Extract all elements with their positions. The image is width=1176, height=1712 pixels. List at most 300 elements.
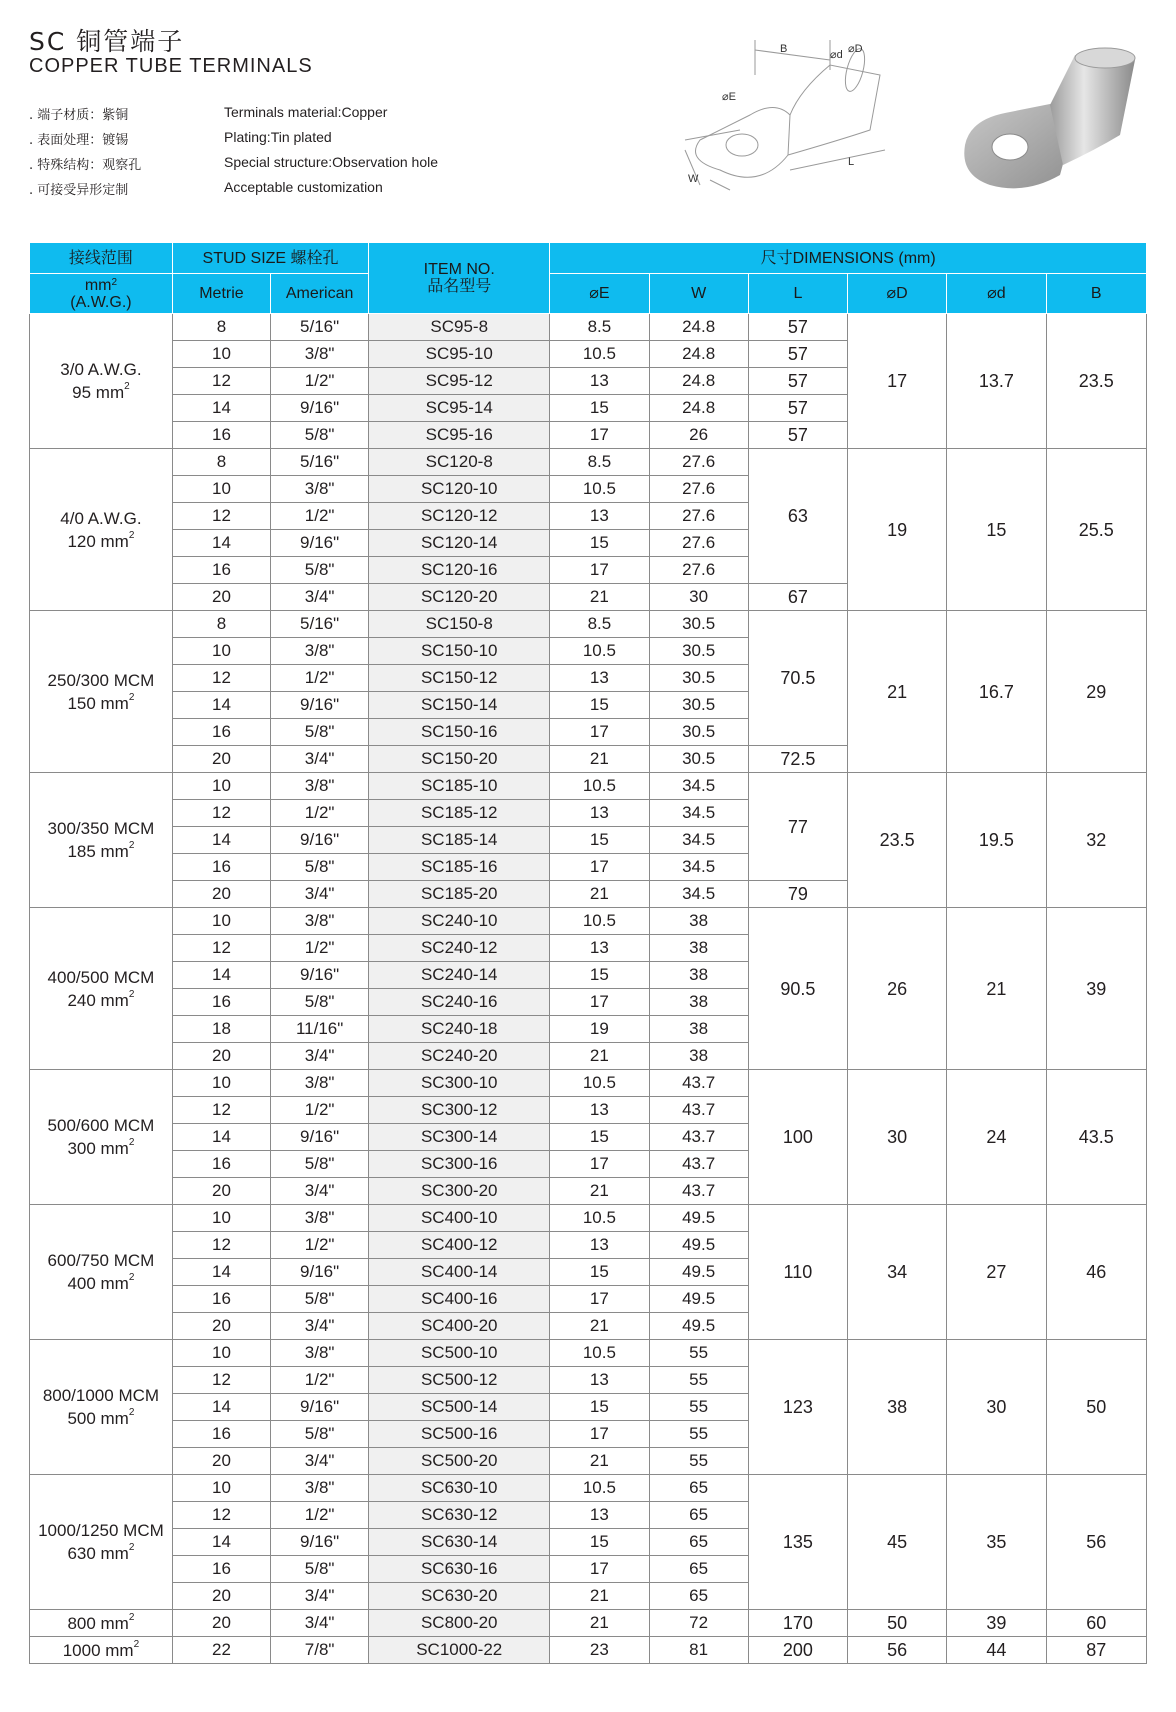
e-cell: 10.5 <box>550 1205 649 1232</box>
american-cell: 9/16" <box>271 827 369 854</box>
w-cell: 30.5 <box>649 746 748 773</box>
range-mm <box>30 1542 172 1565</box>
id-cell: 27 <box>947 1205 1046 1340</box>
metric-cell: 20 <box>172 1313 270 1340</box>
item-no-cell: SC185-10 <box>369 773 550 800</box>
range-cell <box>30 1610 173 1637</box>
metric-cell: 20 <box>172 1448 270 1475</box>
american-cell: 1/2" <box>271 1232 369 1259</box>
range-awg: 4/0 A.W.G. <box>60 508 142 528</box>
l-cell: 90.5 <box>748 908 847 1070</box>
item-no-cell: SC120-10 <box>369 476 550 503</box>
range-mm-sup: 2 <box>128 1272 135 1283</box>
w-cell: 49.5 <box>649 1205 748 1232</box>
w-cell: 24.8 <box>649 314 748 341</box>
item-no-cell: SC300-10 <box>369 1070 550 1097</box>
item-no-cell: SC120-8 <box>369 449 550 476</box>
l-cell: 200 <box>748 1637 847 1664</box>
range-mm-value: 1000 mm <box>62 1640 134 1660</box>
american-cell: 1/2" <box>271 800 369 827</box>
e-cell: 10.5 <box>550 908 649 935</box>
page-title-cn: SC 铜管端子 <box>29 27 185 56</box>
metric-cell: 16 <box>172 422 270 449</box>
metric-cell: 12 <box>172 1097 270 1124</box>
terminal-photo-icon <box>955 25 1160 205</box>
american-cell: 3/8" <box>271 773 369 800</box>
w-cell: 30.5 <box>649 719 748 746</box>
header-L: L <box>748 274 847 314</box>
american-cell: 9/16" <box>271 1124 369 1151</box>
w-cell: 30.5 <box>649 692 748 719</box>
header-stud-size: STUD SIZE 螺栓孔 <box>172 243 368 274</box>
l-cell: 57 <box>748 341 847 368</box>
metric-cell: 14 <box>172 530 270 557</box>
e-cell: 21 <box>550 1448 649 1475</box>
l-cell: 57 <box>748 314 847 341</box>
range-mm-sup: 2 <box>128 691 135 703</box>
range-cell <box>30 1637 173 1664</box>
w-cell: 38 <box>649 935 748 962</box>
e-cell: 15 <box>550 962 649 989</box>
od-cell: 26 <box>848 908 947 1070</box>
metric-cell: 8 <box>172 449 270 476</box>
item-no-cell: SC240-20 <box>369 1043 550 1070</box>
american-cell: 3/4" <box>271 1610 369 1637</box>
e-cell: 17 <box>550 989 649 1016</box>
american-cell: 5/16" <box>271 611 369 638</box>
american-cell: 9/16" <box>271 1394 369 1421</box>
metric-cell: 12 <box>172 665 270 692</box>
item-no-cell: SC150-16 <box>369 719 550 746</box>
range-awg: 1000/1250 MCM <box>38 1521 164 1540</box>
e-cell: 23 <box>550 1637 649 1664</box>
e-cell: 10.5 <box>550 773 649 800</box>
w-cell: 49.5 <box>649 1286 748 1313</box>
l-cell: 57 <box>748 395 847 422</box>
l-cell: 110 <box>748 1205 847 1340</box>
item-no-cell: SC95-14 <box>369 395 550 422</box>
e-cell: 13 <box>550 1502 649 1529</box>
item-no-cell: SC630-16 <box>369 1556 550 1583</box>
item-no-cell: SC240-10 <box>369 908 550 935</box>
item-no-cell: SC300-16 <box>369 1151 550 1178</box>
american-cell: 9/16" <box>271 692 369 719</box>
american-cell: 3/8" <box>271 1070 369 1097</box>
metric-cell: 20 <box>172 584 270 611</box>
range-mm <box>30 692 172 715</box>
metric-cell: 14 <box>172 1259 270 1286</box>
w-cell: 65 <box>649 1583 748 1610</box>
l-cell: 135 <box>748 1475 847 1610</box>
metric-cell: 16 <box>172 989 270 1016</box>
e-cell: 8.5 <box>550 449 649 476</box>
american-cell: 3/8" <box>271 908 369 935</box>
e-cell: 15 <box>550 1529 649 1556</box>
metric-cell: 20 <box>172 1178 270 1205</box>
spec-en: Plating:Tin plated <box>224 129 332 145</box>
metric-cell: 16 <box>172 719 270 746</box>
range-mm-value: 300 mm <box>67 1139 129 1158</box>
american-cell: 5/16" <box>271 314 369 341</box>
b-cell: 23.5 <box>1046 314 1146 449</box>
table-row <box>30 1475 1147 1502</box>
spec-cn: . 端子材质：紫铜 <box>29 108 129 123</box>
metric-cell: 10 <box>172 1070 270 1097</box>
b-cell: 46 <box>1046 1205 1146 1340</box>
w-cell: 27.6 <box>649 503 748 530</box>
b-cell: 60 <box>1046 1610 1146 1637</box>
american-cell: 3/4" <box>271 584 369 611</box>
e-cell: 21 <box>550 881 649 908</box>
w-cell: 55 <box>649 1394 748 1421</box>
american-cell: 3/8" <box>271 638 369 665</box>
american-cell: 9/16" <box>271 530 369 557</box>
metric-cell: 10 <box>172 1205 270 1232</box>
header-item-no <box>369 243 550 314</box>
range-mm-sup: 2 <box>128 529 135 541</box>
item-no-cell: SC500-10 <box>369 1340 550 1367</box>
label-L: L <box>848 156 855 168</box>
e-cell: 13 <box>550 1097 649 1124</box>
metric-cell: 8 <box>172 314 270 341</box>
range-awg: 250/300 MCM <box>47 670 155 690</box>
range-mm <box>30 1272 172 1295</box>
w-cell: 27.6 <box>649 476 748 503</box>
metric-cell: 14 <box>172 692 270 719</box>
w-cell: 34.5 <box>649 827 748 854</box>
american-cell: 1/2" <box>271 1367 369 1394</box>
metric-cell: 16 <box>172 1151 270 1178</box>
range-mm-sup: 2 <box>128 1407 135 1418</box>
e-cell: 21 <box>550 746 649 773</box>
metric-cell: 14 <box>172 1124 270 1151</box>
item-no-cell: SC300-20 <box>369 1178 550 1205</box>
label-D: ⌀D <box>848 43 863 55</box>
american-cell: 3/8" <box>271 476 369 503</box>
od-cell: 38 <box>848 1340 947 1475</box>
range-cell <box>30 1205 173 1340</box>
e-cell: 15 <box>550 1124 649 1151</box>
range-mm-value: 240 mm <box>67 990 129 1010</box>
header-d: ⌀d <box>947 274 1046 314</box>
metric-cell: 16 <box>172 1421 270 1448</box>
id-cell: 21 <box>947 908 1046 1070</box>
range-mm-value: 630 mm <box>67 1544 129 1563</box>
e-cell: 15 <box>550 395 649 422</box>
e-cell: 17 <box>550 854 649 881</box>
header-unit-mm: mm <box>84 276 112 294</box>
item-no-cell: SC120-14 <box>369 530 550 557</box>
e-cell: 15 <box>550 1394 649 1421</box>
id-cell: 44 <box>947 1637 1046 1664</box>
range-mm-value: 95 mm <box>72 383 125 402</box>
item-no-cell: SC240-18 <box>369 1016 550 1043</box>
american-cell: 3/8" <box>271 1340 369 1367</box>
american-cell: 1/2" <box>271 1502 369 1529</box>
item-no-cell: SC185-16 <box>369 854 550 881</box>
l-cell: 100 <box>748 1070 847 1205</box>
b-cell: 43.5 <box>1046 1070 1146 1205</box>
item-no-cell: SC400-14 <box>369 1259 550 1286</box>
item-no-cell: SC500-14 <box>369 1394 550 1421</box>
metric-cell: 8 <box>172 611 270 638</box>
range-awg: 500/600 MCM <box>47 1116 155 1135</box>
item-no-cell: SC500-20 <box>369 1448 550 1475</box>
american-cell: 5/8" <box>271 1421 369 1448</box>
e-cell: 13 <box>550 1367 649 1394</box>
range-awg: 400/500 MCM <box>47 967 155 987</box>
item-no-cell: SC400-10 <box>369 1205 550 1232</box>
id-cell: 16.7 <box>947 611 1046 773</box>
od-cell: 21 <box>848 611 947 773</box>
w-cell: 49.5 <box>649 1259 748 1286</box>
item-no-cell: SC150-14 <box>369 692 550 719</box>
item-no-cell: SC150-10 <box>369 638 550 665</box>
od-cell: 23.5 <box>848 773 947 908</box>
american-cell: 3/4" <box>271 1583 369 1610</box>
w-cell: 26 <box>649 422 748 449</box>
table-row <box>30 1070 1147 1097</box>
w-cell: 55 <box>649 1367 748 1394</box>
item-no-cell: SC630-20 <box>369 1583 550 1610</box>
metric-cell: 16 <box>172 1286 270 1313</box>
w-cell: 38 <box>649 962 748 989</box>
table-row <box>30 1610 1147 1637</box>
spec-cn: . 特殊结构：观察孔 <box>29 158 142 173</box>
spec-cn: . 可接受异形定制 <box>29 183 129 198</box>
b-cell: 56 <box>1046 1475 1146 1610</box>
w-cell: 30.5 <box>649 611 748 638</box>
item-no-cell: SC630-10 <box>369 1475 550 1502</box>
e-cell: 15 <box>550 827 649 854</box>
american-cell: 9/16" <box>271 1529 369 1556</box>
e-cell: 17 <box>550 1556 649 1583</box>
range-cell <box>30 773 173 908</box>
metric-cell: 10 <box>172 773 270 800</box>
w-cell: 43.7 <box>649 1151 748 1178</box>
american-cell: 1/2" <box>271 368 369 395</box>
od-cell: 34 <box>848 1205 947 1340</box>
item-no-cell: SC120-16 <box>369 557 550 584</box>
range-mm <box>30 1407 172 1430</box>
l-cell: 72.5 <box>748 746 847 773</box>
item-no-cell: SC150-20 <box>369 746 550 773</box>
item-no-cell: SC400-12 <box>369 1232 550 1259</box>
b-cell: 25.5 <box>1046 449 1146 611</box>
range-cell <box>30 1475 173 1610</box>
range-mm <box>30 1612 172 1635</box>
item-no-cell: SC95-10 <box>369 341 550 368</box>
e-cell: 15 <box>550 530 649 557</box>
range-mm-sup: 2 <box>128 1611 135 1623</box>
table-row <box>30 908 1147 935</box>
w-cell: 43.7 <box>649 1097 748 1124</box>
american-cell: 11/16" <box>271 1016 369 1043</box>
id-cell: 35 <box>947 1475 1046 1610</box>
range-awg: 3/0 A.W.G. <box>60 360 142 379</box>
b-cell: 32 <box>1046 773 1146 908</box>
metric-cell: 16 <box>172 854 270 881</box>
e-cell: 15 <box>550 692 649 719</box>
w-cell: 24.8 <box>649 341 748 368</box>
item-no-cell: SC95-12 <box>369 368 550 395</box>
range-mm <box>30 530 172 553</box>
e-cell: 8.5 <box>550 611 649 638</box>
label-W: W <box>688 173 699 185</box>
header-range-cn: 接线范围 <box>30 243 173 274</box>
e-cell: 10.5 <box>550 638 649 665</box>
metric-cell: 20 <box>172 1043 270 1070</box>
w-cell: 27.6 <box>649 530 748 557</box>
w-cell: 27.6 <box>649 557 748 584</box>
header-E: ⌀E <box>550 274 649 314</box>
e-cell: 13 <box>550 665 649 692</box>
range-cell <box>30 908 173 1070</box>
range-mm-sup: 2 <box>128 840 135 851</box>
range-cell <box>30 1070 173 1205</box>
w-cell: 81 <box>649 1637 748 1664</box>
e-cell: 17 <box>550 1286 649 1313</box>
spec-en: Special structure:Observation hole <box>224 154 438 170</box>
range-mm-value: 800 mm <box>67 1613 129 1633</box>
w-cell: 34.5 <box>649 800 748 827</box>
e-cell: 10.5 <box>550 1340 649 1367</box>
w-cell: 30.5 <box>649 665 748 692</box>
l-cell: 70.5 <box>748 611 847 746</box>
item-no-cell: SC185-14 <box>369 827 550 854</box>
item-no-cell: SC95-8 <box>369 314 550 341</box>
w-cell: 38 <box>649 908 748 935</box>
american-cell: 3/4" <box>271 1313 369 1340</box>
w-cell: 38 <box>649 989 748 1016</box>
table-row <box>30 314 1147 341</box>
metric-cell: 20 <box>172 746 270 773</box>
e-cell: 10.5 <box>550 341 649 368</box>
american-cell: 1/2" <box>271 1097 369 1124</box>
table-row <box>30 449 1147 476</box>
e-cell: 10.5 <box>550 476 649 503</box>
item-no-cell: SC1000-22 <box>369 1637 550 1664</box>
metric-cell: 10 <box>172 1340 270 1367</box>
header-B: B <box>1046 274 1146 314</box>
metric-cell: 16 <box>172 1556 270 1583</box>
american-cell: 5/8" <box>271 557 369 584</box>
range-mm-value: 185 mm <box>67 842 129 861</box>
id-cell: 30 <box>947 1340 1046 1475</box>
w-cell: 55 <box>649 1448 748 1475</box>
range-mm <box>30 1639 172 1662</box>
item-no-cell: SC185-12 <box>369 800 550 827</box>
american-cell: 9/16" <box>271 395 369 422</box>
metric-cell: 20 <box>172 1583 270 1610</box>
range-mm <box>30 840 172 863</box>
item-no-cell: SC400-20 <box>369 1313 550 1340</box>
range-cell <box>30 1340 173 1475</box>
w-cell: 72 <box>649 1610 748 1637</box>
spec-en: Terminals material:Copper <box>224 104 388 120</box>
item-no-cell: SC185-20 <box>369 881 550 908</box>
range-mm-value: 150 mm <box>67 693 129 713</box>
l-cell: 170 <box>748 1610 847 1637</box>
american-cell: 3/4" <box>271 1043 369 1070</box>
metric-cell: 12 <box>172 1367 270 1394</box>
w-cell: 34.5 <box>649 854 748 881</box>
w-cell: 27.6 <box>649 449 748 476</box>
e-cell: 17 <box>550 719 649 746</box>
item-no-cell: SC630-12 <box>369 1502 550 1529</box>
e-cell: 10.5 <box>550 1070 649 1097</box>
metric-cell: 14 <box>172 1529 270 1556</box>
range-mm-value: 120 mm <box>67 531 129 551</box>
american-cell: 3/4" <box>271 1178 369 1205</box>
w-cell: 55 <box>649 1421 748 1448</box>
e-cell: 21 <box>550 584 649 611</box>
item-no-cell: SC120-20 <box>369 584 550 611</box>
w-cell: 38 <box>649 1016 748 1043</box>
table-row <box>30 1637 1147 1664</box>
american-cell: 5/8" <box>271 422 369 449</box>
metric-cell: 12 <box>172 935 270 962</box>
metric-cell: 12 <box>172 800 270 827</box>
w-cell: 34.5 <box>649 773 748 800</box>
header-item-no-cn: 品名型号 <box>427 278 492 295</box>
metric-cell: 14 <box>172 395 270 422</box>
american-cell: 5/16" <box>271 449 369 476</box>
id-cell: 19.5 <box>947 773 1046 908</box>
w-cell: 38 <box>649 1043 748 1070</box>
od-cell: 45 <box>848 1475 947 1610</box>
american-cell: 5/8" <box>271 1286 369 1313</box>
w-cell: 65 <box>649 1529 748 1556</box>
w-cell: 43.7 <box>649 1070 748 1097</box>
l-cell: 123 <box>748 1340 847 1475</box>
e-cell: 17 <box>550 1151 649 1178</box>
american-cell: 5/8" <box>271 719 369 746</box>
item-no-cell: SC300-14 <box>369 1124 550 1151</box>
american-cell: 9/16" <box>271 1259 369 1286</box>
e-cell: 13 <box>550 935 649 962</box>
item-no-cell: SC150-12 <box>369 665 550 692</box>
american-cell: 7/8" <box>271 1637 369 1664</box>
l-cell: 57 <box>748 422 847 449</box>
w-cell: 65 <box>649 1475 748 1502</box>
l-cell: 63 <box>748 449 847 584</box>
header-american: American <box>271 274 369 314</box>
american-cell: 5/8" <box>271 854 369 881</box>
range-mm-sup: 2 <box>133 1638 140 1650</box>
l-cell: 77 <box>748 773 847 881</box>
e-cell: 13 <box>550 1232 649 1259</box>
id-cell: 39 <box>947 1610 1046 1637</box>
item-no-cell: SC240-12 <box>369 935 550 962</box>
w-cell: 34.5 <box>649 881 748 908</box>
e-cell: 21 <box>550 1178 649 1205</box>
e-cell: 17 <box>550 557 649 584</box>
range-awg: 600/750 MCM <box>47 1251 155 1270</box>
header-metrie: Metrie <box>172 274 270 314</box>
metric-cell: 14 <box>172 1394 270 1421</box>
metric-cell: 10 <box>172 638 270 665</box>
metric-cell: 18 <box>172 1016 270 1043</box>
w-cell: 65 <box>649 1502 748 1529</box>
w-cell: 49.5 <box>649 1313 748 1340</box>
e-cell: 13 <box>550 503 649 530</box>
range-mm-sup: 2 <box>128 1542 135 1553</box>
item-no-cell: SC240-14 <box>369 962 550 989</box>
range-awg: 800/1000 MCM <box>42 1386 160 1405</box>
range-cell <box>30 611 173 773</box>
e-cell: 8.5 <box>550 314 649 341</box>
